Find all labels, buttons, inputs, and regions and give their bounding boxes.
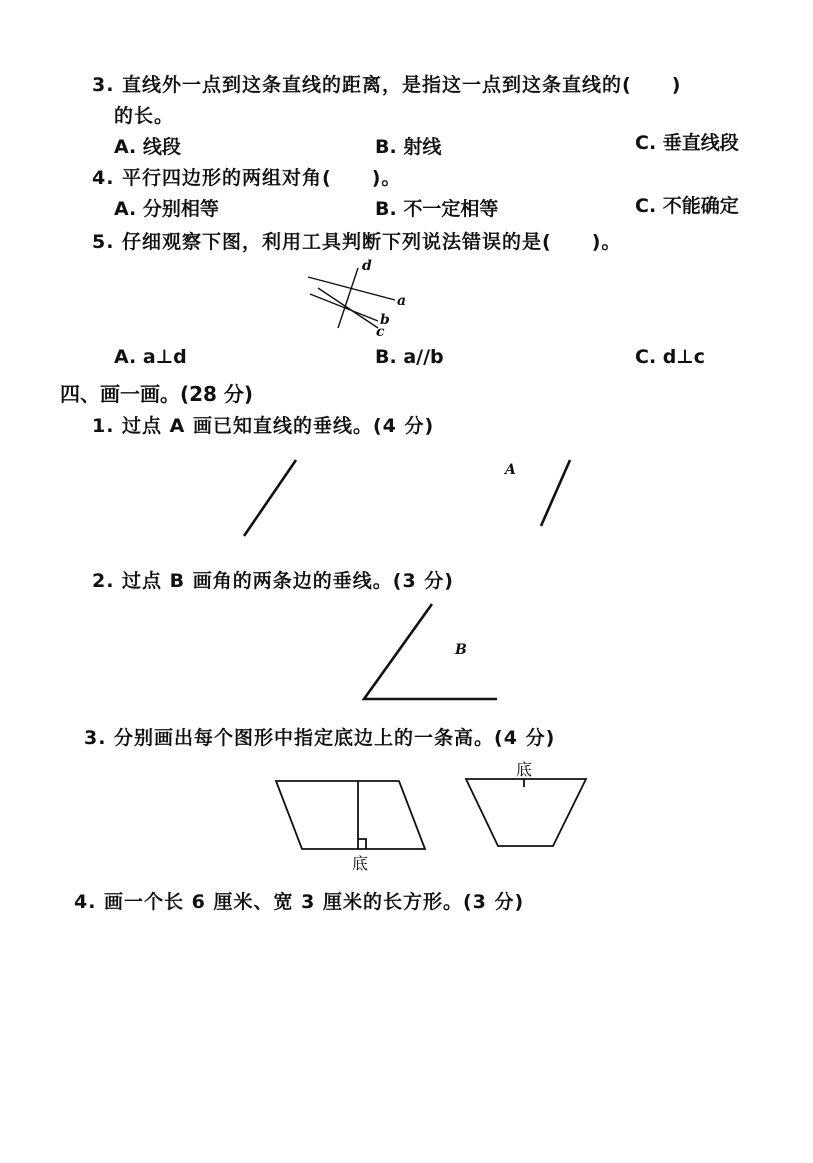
q4-option-a: A. 分别相等 xyxy=(114,198,219,220)
q4-option-b: B. 不一定相等 xyxy=(375,198,499,220)
parallelogram-base-label: 底 xyxy=(352,854,369,873)
q5-option-b: B. a//b xyxy=(375,346,444,368)
line-c xyxy=(318,288,378,328)
right-angle-mark xyxy=(358,839,366,849)
given-line-right xyxy=(541,460,570,526)
draw-q2-angle xyxy=(364,604,497,699)
draw-q3-text: 3. 分别画出每个图形中指定底边上的一条高。(4 分) xyxy=(84,727,556,749)
parallelogram xyxy=(276,781,425,849)
draw-q4-text: 4. 画一个长 6 厘米、宽 3 厘米的长方形。(3 分) xyxy=(74,891,525,913)
q3-option-b: B. 射线 xyxy=(375,136,442,158)
q3-stem-line1: 3. 直线外一点到这条直线的距离，是指这一点到这条直线的( ) xyxy=(92,74,682,96)
q5-stem: 5. 仔细观察下图，利用工具判断下列说法错误的是( )。 xyxy=(92,231,622,253)
draw-q1-text: 1. 过点 A 画已知直线的垂线。(4 分) xyxy=(92,415,435,437)
section-title: 四、画一画。(28 分) xyxy=(60,382,254,406)
label-a: a xyxy=(397,293,407,309)
trapezoid xyxy=(466,779,586,846)
q5-option-a: A. a⊥d xyxy=(114,346,187,368)
draw-q2-text: 2. 过点 B 画角的两条边的垂线。(3 分) xyxy=(92,570,454,592)
q4-option-c: C. 不能确定 xyxy=(635,195,739,217)
q5-option-c: C. d⊥c xyxy=(635,346,706,368)
q3-option-c: C. 垂直线段 xyxy=(635,132,739,154)
line-a xyxy=(308,277,395,300)
angle-sides xyxy=(364,604,497,699)
q4-stem: 4. 平行四边形的两组对角( )。 xyxy=(92,167,402,189)
label-b: b xyxy=(380,312,390,328)
point-b-label: B xyxy=(455,642,467,658)
line-d xyxy=(338,268,358,328)
q3-option-a: A. 线段 xyxy=(114,136,181,158)
draw-q3-shapes xyxy=(276,779,586,849)
trapezoid-base-label: 底 xyxy=(516,760,533,779)
point-a-label: A xyxy=(505,462,516,478)
draw-q1-figure xyxy=(244,460,570,536)
given-line-left xyxy=(244,460,296,536)
line-b xyxy=(310,294,378,321)
q3-stem-line2: 的长。 xyxy=(114,105,175,127)
label-c: c xyxy=(376,324,385,340)
label-d: d xyxy=(362,258,372,274)
